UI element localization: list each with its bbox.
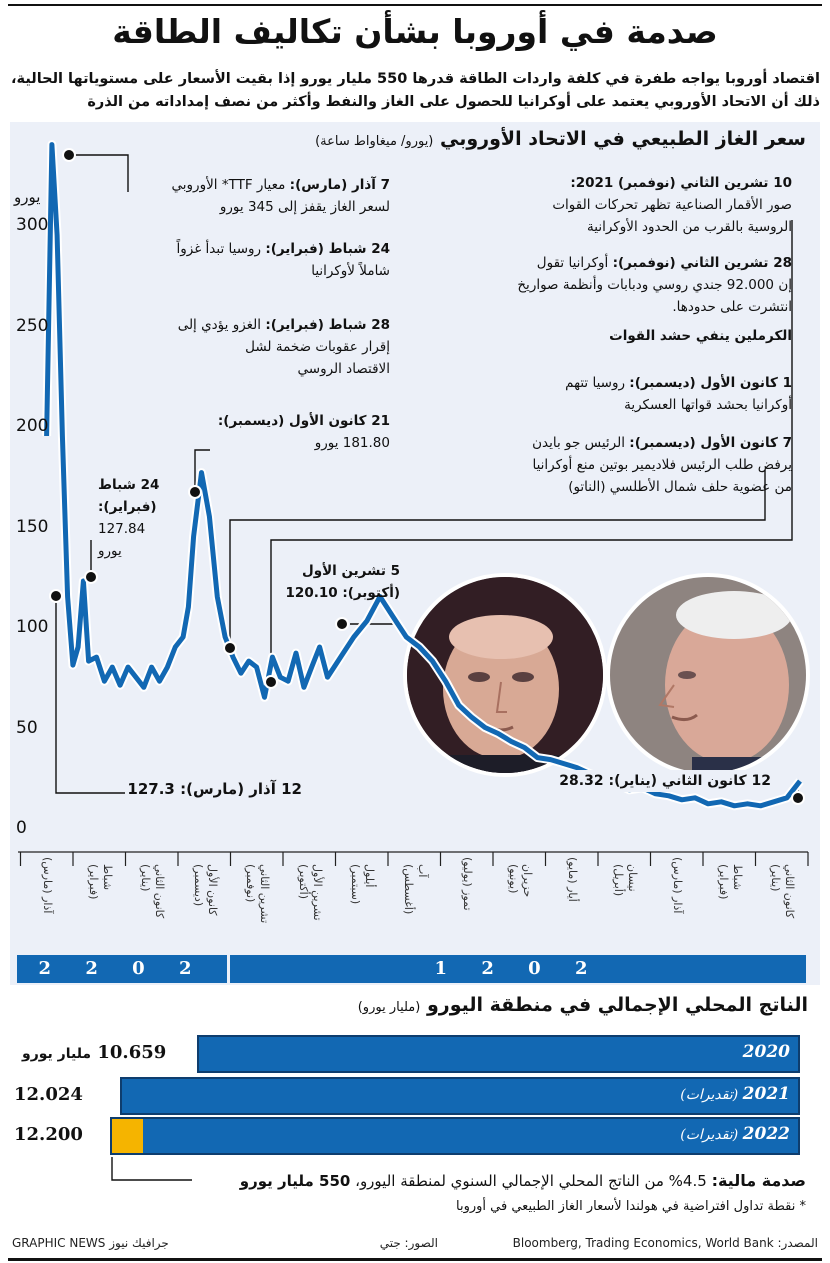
event-marker (224, 642, 236, 654)
x-tick-label: آب (أغسطس) (401, 864, 429, 915)
gdp-bar-note: (تقديرات) (680, 1127, 743, 1143)
subtitle-line-2: ذلك أن الاتحاد الأوروبي يعتمد على أوكرانيا للحصول على الغاز والنفط وأكثر من نصف إمداداته من الذرة (87, 94, 820, 110)
chart-title-text: سعر الغاز الطبيعي في الاتحاد الأوروبي (440, 128, 806, 150)
annotation-feb-28 (178, 314, 390, 380)
event-marker (336, 618, 348, 630)
gdp-bar-value (22, 1042, 166, 1063)
annotation-text: يرفض طلب الرئيس فلاديمير بوتين منع أوكرانيا (532, 457, 792, 473)
page-title: صدمة في أوروبا بشأن تكاليف الطاقة (112, 12, 718, 51)
gdp-bar-year: 2022 (742, 1124, 790, 1144)
event-marker (265, 676, 277, 688)
annotation-text: الغزو يؤدي إلى (177, 317, 266, 333)
footer-brand: GRAPHIC NEWS جرافيك نيوز (12, 1236, 169, 1250)
x-tick-label: أيار (مايو) (566, 857, 579, 902)
footer-source: المصدر: Bloomberg, Trading Economics, World Bank (512, 1236, 818, 1250)
y-tick-label: 300 (16, 215, 49, 235)
annotation-text: روسيا تتهم (565, 375, 630, 391)
annotation-point-mar-12 (127, 778, 302, 800)
x-tick-label: نيسان (أبريل) (611, 864, 639, 897)
annotation-text: لسعر الغاز يقفز إلى 345 يورو (219, 199, 390, 215)
x-tick-label: شباط (فبراير) (716, 864, 744, 900)
annotation-text: 181.80 يورو (314, 435, 390, 451)
point-label: 12 آذار (مارس): 127.3 (127, 780, 302, 798)
annotation-dec-1 (565, 372, 792, 416)
shock-text (240, 1170, 806, 1192)
year-label-2022: 2 0 2 2 (17, 955, 227, 983)
event-marker (63, 149, 75, 161)
annotation-date: 28 تشرين الثاني (نوفمبر): (612, 255, 792, 271)
annotation-date: 10 تشرين الثاني (نوفمبر) 2021: (570, 175, 792, 191)
gdp-bar-label (680, 1084, 790, 1104)
x-tick-label: تموز (يوليو) (461, 857, 474, 911)
annotation-date: 1 كانون الأول (ديسمبر): (629, 375, 792, 391)
annotation-headline: الكرملين ينفي حشد القوات (609, 328, 792, 344)
shock-label: صدمة مالية: (711, 1171, 806, 1190)
annotation-nov-10 (552, 172, 792, 238)
point-label: 24 شباط (98, 477, 160, 493)
y-tick-label: 150 (16, 516, 49, 537)
footnote: * نقطة تداول افتراضية في هولندا لأسعار الغاز الطبيعي في أوروبا (456, 1199, 806, 1214)
shock-amount: 550 مليار يورو (239, 1172, 351, 1190)
annotation-point-feb-24 (98, 474, 159, 562)
gdp-bar-value: 12.024 (14, 1084, 83, 1105)
annotation-dec-21 (218, 410, 390, 454)
gdp-shock-highlight (112, 1119, 143, 1153)
gdp-bar-year: 2021 (742, 1084, 790, 1104)
x-tick-label: كانون الأول (ديسمبر) (191, 864, 219, 916)
gdp-bar (197, 1035, 800, 1073)
point-unit: يورو (98, 543, 122, 559)
annotation-date: 28 شباط (فبراير): (265, 317, 390, 333)
gdp-value-unit: مليار يورو (22, 1046, 92, 1062)
x-tick-label: تشرين الثاني (نوفمبر) (244, 864, 271, 924)
point-value: 127.84 (98, 521, 146, 537)
annotation-text: انتشرت على حدودها. (672, 299, 792, 315)
annotation-date: 7 آذار (مارس): (289, 177, 390, 193)
annotation-point-oct-5 (286, 560, 400, 604)
chart-unit-note: (يورو/ ميغاواط ساعة) (315, 134, 434, 149)
annotation-point-jan-12 (556, 770, 774, 792)
x-tick-label: حزيران (يونيو) (506, 864, 534, 898)
point-label: 12 كانون الثاني (يناير): 28.32 (559, 773, 771, 789)
x-tick-label: شباط (فبراير) (86, 864, 114, 900)
annotation-text: صور الأقمار الصناعية تظهر تحركات القوات (552, 197, 792, 213)
annotation-date: 7 كانون الأول (ديسمبر): (629, 435, 792, 451)
gdp-title (358, 994, 808, 1016)
gdp-bar-note: (تقديرات) (680, 1087, 743, 1103)
event-marker (50, 590, 62, 602)
footer-photos: الصور: جتي (379, 1236, 438, 1250)
event-marker (792, 792, 804, 804)
annotation-mar-7 (172, 174, 390, 218)
annotation-text: شاملاً لأوكرانيا (311, 263, 390, 279)
annotation-text: معيار TTF* الأوروبي (171, 177, 290, 193)
annotation-date: 24 شباط (فبراير): (265, 241, 390, 257)
annotation-leader (75, 155, 128, 192)
gdp-bar-value: 12.200 (14, 1124, 83, 1145)
x-tick-label: أيلول (سبتمبر) (349, 864, 376, 905)
point-label: 5 تشرين الأول (301, 563, 400, 579)
annotation-dec-7 (532, 432, 792, 498)
gdp-title-text: الناتج المحلي الإجمالي في منطقة اليورو (426, 994, 808, 1016)
y-tick-label: 100 (16, 617, 49, 637)
annotation-text: الاقتصاد الروسي (297, 361, 390, 377)
y-tick-label: 0 (16, 818, 27, 838)
event-marker (85, 571, 97, 583)
y-tick-label: 50 (16, 717, 38, 738)
gdp-unit-note: (مليار يورو) (357, 1000, 421, 1015)
annotation-feb-24 (176, 238, 390, 282)
point-label: (فبراير): (98, 499, 157, 515)
event-marker (189, 486, 201, 498)
annotation-text: إن 92.000 جندي روسي ودبابات وأنظمة صواريخ (517, 277, 792, 293)
annotation-date: 21 كانون الأول (ديسمبر): (217, 413, 390, 429)
gdp-bar-label (743, 1042, 790, 1062)
x-tick-label: آذار (مارس) (671, 857, 684, 914)
gdp-bar-year: 2020 (742, 1042, 790, 1062)
annotation-kremlin (609, 325, 792, 347)
x-tick-label: كانون الثاني (يناير) (139, 864, 166, 919)
annotation-text: إقرار عقوبات ضخمة لشل (245, 339, 390, 355)
subtitle-line-1: اقتصاد أوروبا يواجه طفرة في كلفة واردات الطاقة قدرها 550 مليار يورو إذا بقيت الأسعار على مستوياتها الحالية، (11, 71, 820, 87)
point-label: (أكتوبر): 120.10 (285, 585, 400, 601)
gdp-bar-label (680, 1124, 790, 1144)
annotation-text: الروسية بالقرب من الحدود الأوكرانية (587, 219, 792, 235)
shock-leader (112, 1157, 192, 1180)
x-tick-label: كانون الثاني (يناير) (769, 864, 796, 919)
gdp-value-number: 10.659 (97, 1042, 167, 1063)
x-tick-label: آذار (مارس) (41, 857, 54, 914)
annotation-text: أوكرانيا تقول (536, 255, 613, 271)
footer-rule (8, 1258, 822, 1261)
x-tick-label: تشرين الأول (أكتوبر) (296, 864, 324, 921)
y-tick-label: 250 (16, 315, 49, 336)
y-axis-unit: يورو (14, 188, 41, 206)
y-tick-label: 200 (16, 416, 49, 436)
shock-desc: 4.5% من الناتج المحلي الإجمالي السنوي لمنطقة اليورو، (350, 1172, 712, 1190)
annotation-text: الرئيس جو بايدن (532, 435, 630, 451)
annotation-text: روسيا تبدأ غزواً (176, 241, 266, 257)
annotation-nov-28 (517, 252, 792, 318)
year-label-2021: 2 0 2 1 (230, 955, 806, 983)
annotation-text: أوكرانيا بحشد قواتها العسكرية (624, 397, 792, 413)
x-axis-baseline (17, 838, 809, 839)
annotation-text: من عضوية حلف شمال الأطلسي (الناتو) (568, 479, 792, 495)
